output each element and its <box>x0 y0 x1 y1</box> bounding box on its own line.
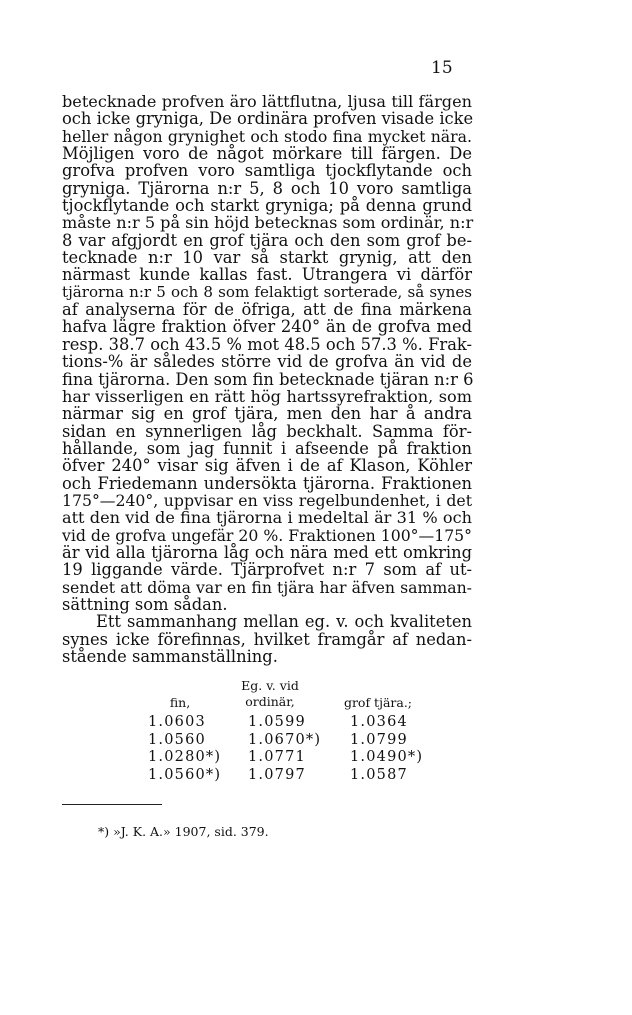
text-line: tecknade n:r 10 var så starkt grynig, att den <box>62 248 472 268</box>
text-line: vid de grofva ungefär 20 %. Fraktionen 100°—175° <box>62 525 472 545</box>
text-line: stående sammanställning. <box>62 647 278 666</box>
text-line: Möjligen voro de något mörkare till färgen. De <box>62 144 472 164</box>
specific-gravity-table <box>140 678 440 784</box>
text-line: grofva profven voro samtliga tjockflytande och <box>62 161 472 181</box>
cell-ordinar: 1.0599 <box>248 714 306 730</box>
text-line: fina tjärorna. Den som fin betecknade tjäran n:r 6 <box>62 369 474 389</box>
body-text <box>62 93 472 665</box>
table-row <box>140 767 440 785</box>
text-line: tjockflytande och starkt gryniga; på denna grund <box>62 196 472 216</box>
text-line: att den vid de fina tjärorna i medeltal är 31 % och <box>62 508 472 528</box>
text-line: tjärorna n:r 5 och 8 som felaktigt sorterade, så synes <box>62 282 472 301</box>
text-line: öfver 240° visar sig äfven i de af Klason, Köhler <box>62 456 472 476</box>
text-line: heller någon grynighet och stodo fina mycket nära. <box>62 126 472 146</box>
text-line: hållande, som jag funnit i afseende på fraktion <box>62 438 472 458</box>
text-line: sättning som sådan. <box>62 594 228 614</box>
footnote: *) »J. K. A.» 1907, sid. 379. <box>98 824 269 839</box>
text-line: hafva lägre fraktion öfver 240° än de grofva med <box>62 317 472 337</box>
text-line: har visserligen en rätt hög hartssyrefraktion, som <box>62 386 472 406</box>
text-line: närmast kunde kallas fast. Utrangera vi därför <box>62 265 472 285</box>
text-line: synes icke förefinnas, hvilket framgår af nedan- <box>62 629 472 649</box>
header-ordinar-line2: ordinär, <box>245 694 295 709</box>
table-header <box>140 678 440 714</box>
text-line: och Friedemann undersökta tjärorna. Fraktionen <box>62 473 472 493</box>
header-ordinar <box>225 678 315 710</box>
cell-fin: 1.0603 <box>148 714 206 730</box>
cell-ordinar: 1.0771 <box>248 749 306 765</box>
cell-grof: 1.0364 <box>350 714 408 730</box>
text-line: och icke gryniga, De ordinära profven visade icke <box>62 109 474 129</box>
cell-fin: 1.0280*) <box>148 749 222 765</box>
text-line: är vid alla tjärorna låg och nära med ett omkring <box>62 542 472 562</box>
text-line: 175°—240°, uppvisar en viss regelbundenhet, i det <box>62 490 472 510</box>
cell-ordinar: 1.0670*) <box>248 731 322 748</box>
header-fin: fin, <box>169 695 191 710</box>
text-line: måste n:r 5 på sin höjd betecknas som ordinär, n:r <box>62 213 474 233</box>
table-row <box>140 732 440 750</box>
cell-fin: 1.0560*) <box>148 766 222 783</box>
text-line: gryniga. Tjärorna n:r 5, 8 och 10 voro samtliga <box>62 178 472 198</box>
text-line: 8 var afgjordt en grof tjära och den som grof be- <box>62 230 472 250</box>
table-row <box>140 749 440 767</box>
header-grof: grof tjära.; <box>343 695 413 710</box>
footnote-divider <box>62 804 162 805</box>
cell-ordinar: 1.0797 <box>248 766 306 783</box>
text-line: sidan en synnerligen låg beckhalt. Samma för- <box>62 421 472 441</box>
text-line: af analyserna för de öfriga, att de fina märkena <box>62 300 472 320</box>
text-line: sendet att döma var en fin tjära har äfven samman- <box>62 577 472 597</box>
text-line: tions-% är således större vid de grofva än vid de <box>62 352 472 372</box>
cell-grof: 1.0799 <box>350 731 408 748</box>
page-number: 15 <box>431 58 453 78</box>
text-line: 19 liggande värde. Tjärprofvet n:r 7 som af ut- <box>62 560 472 580</box>
text-line: Ett sammanhang mellan eg. v. och kvaliteten <box>96 612 472 632</box>
text-line: betecknade profven äro lättflutna, ljusa till färgen <box>62 92 472 111</box>
header-ordinar-line1: Eg. v. vid <box>241 678 299 693</box>
cell-fin: 1.0560 <box>148 731 206 748</box>
text-line: närmar sig en grof tjära, men den har å andra <box>62 404 472 424</box>
table-row <box>140 714 440 732</box>
cell-grof: 1.0490*) <box>350 749 424 765</box>
cell-grof: 1.0587 <box>350 766 408 783</box>
text-line: resp. 38.7 och 43.5 % mot 48.5 och 57.3 %. Frak- <box>62 334 472 354</box>
